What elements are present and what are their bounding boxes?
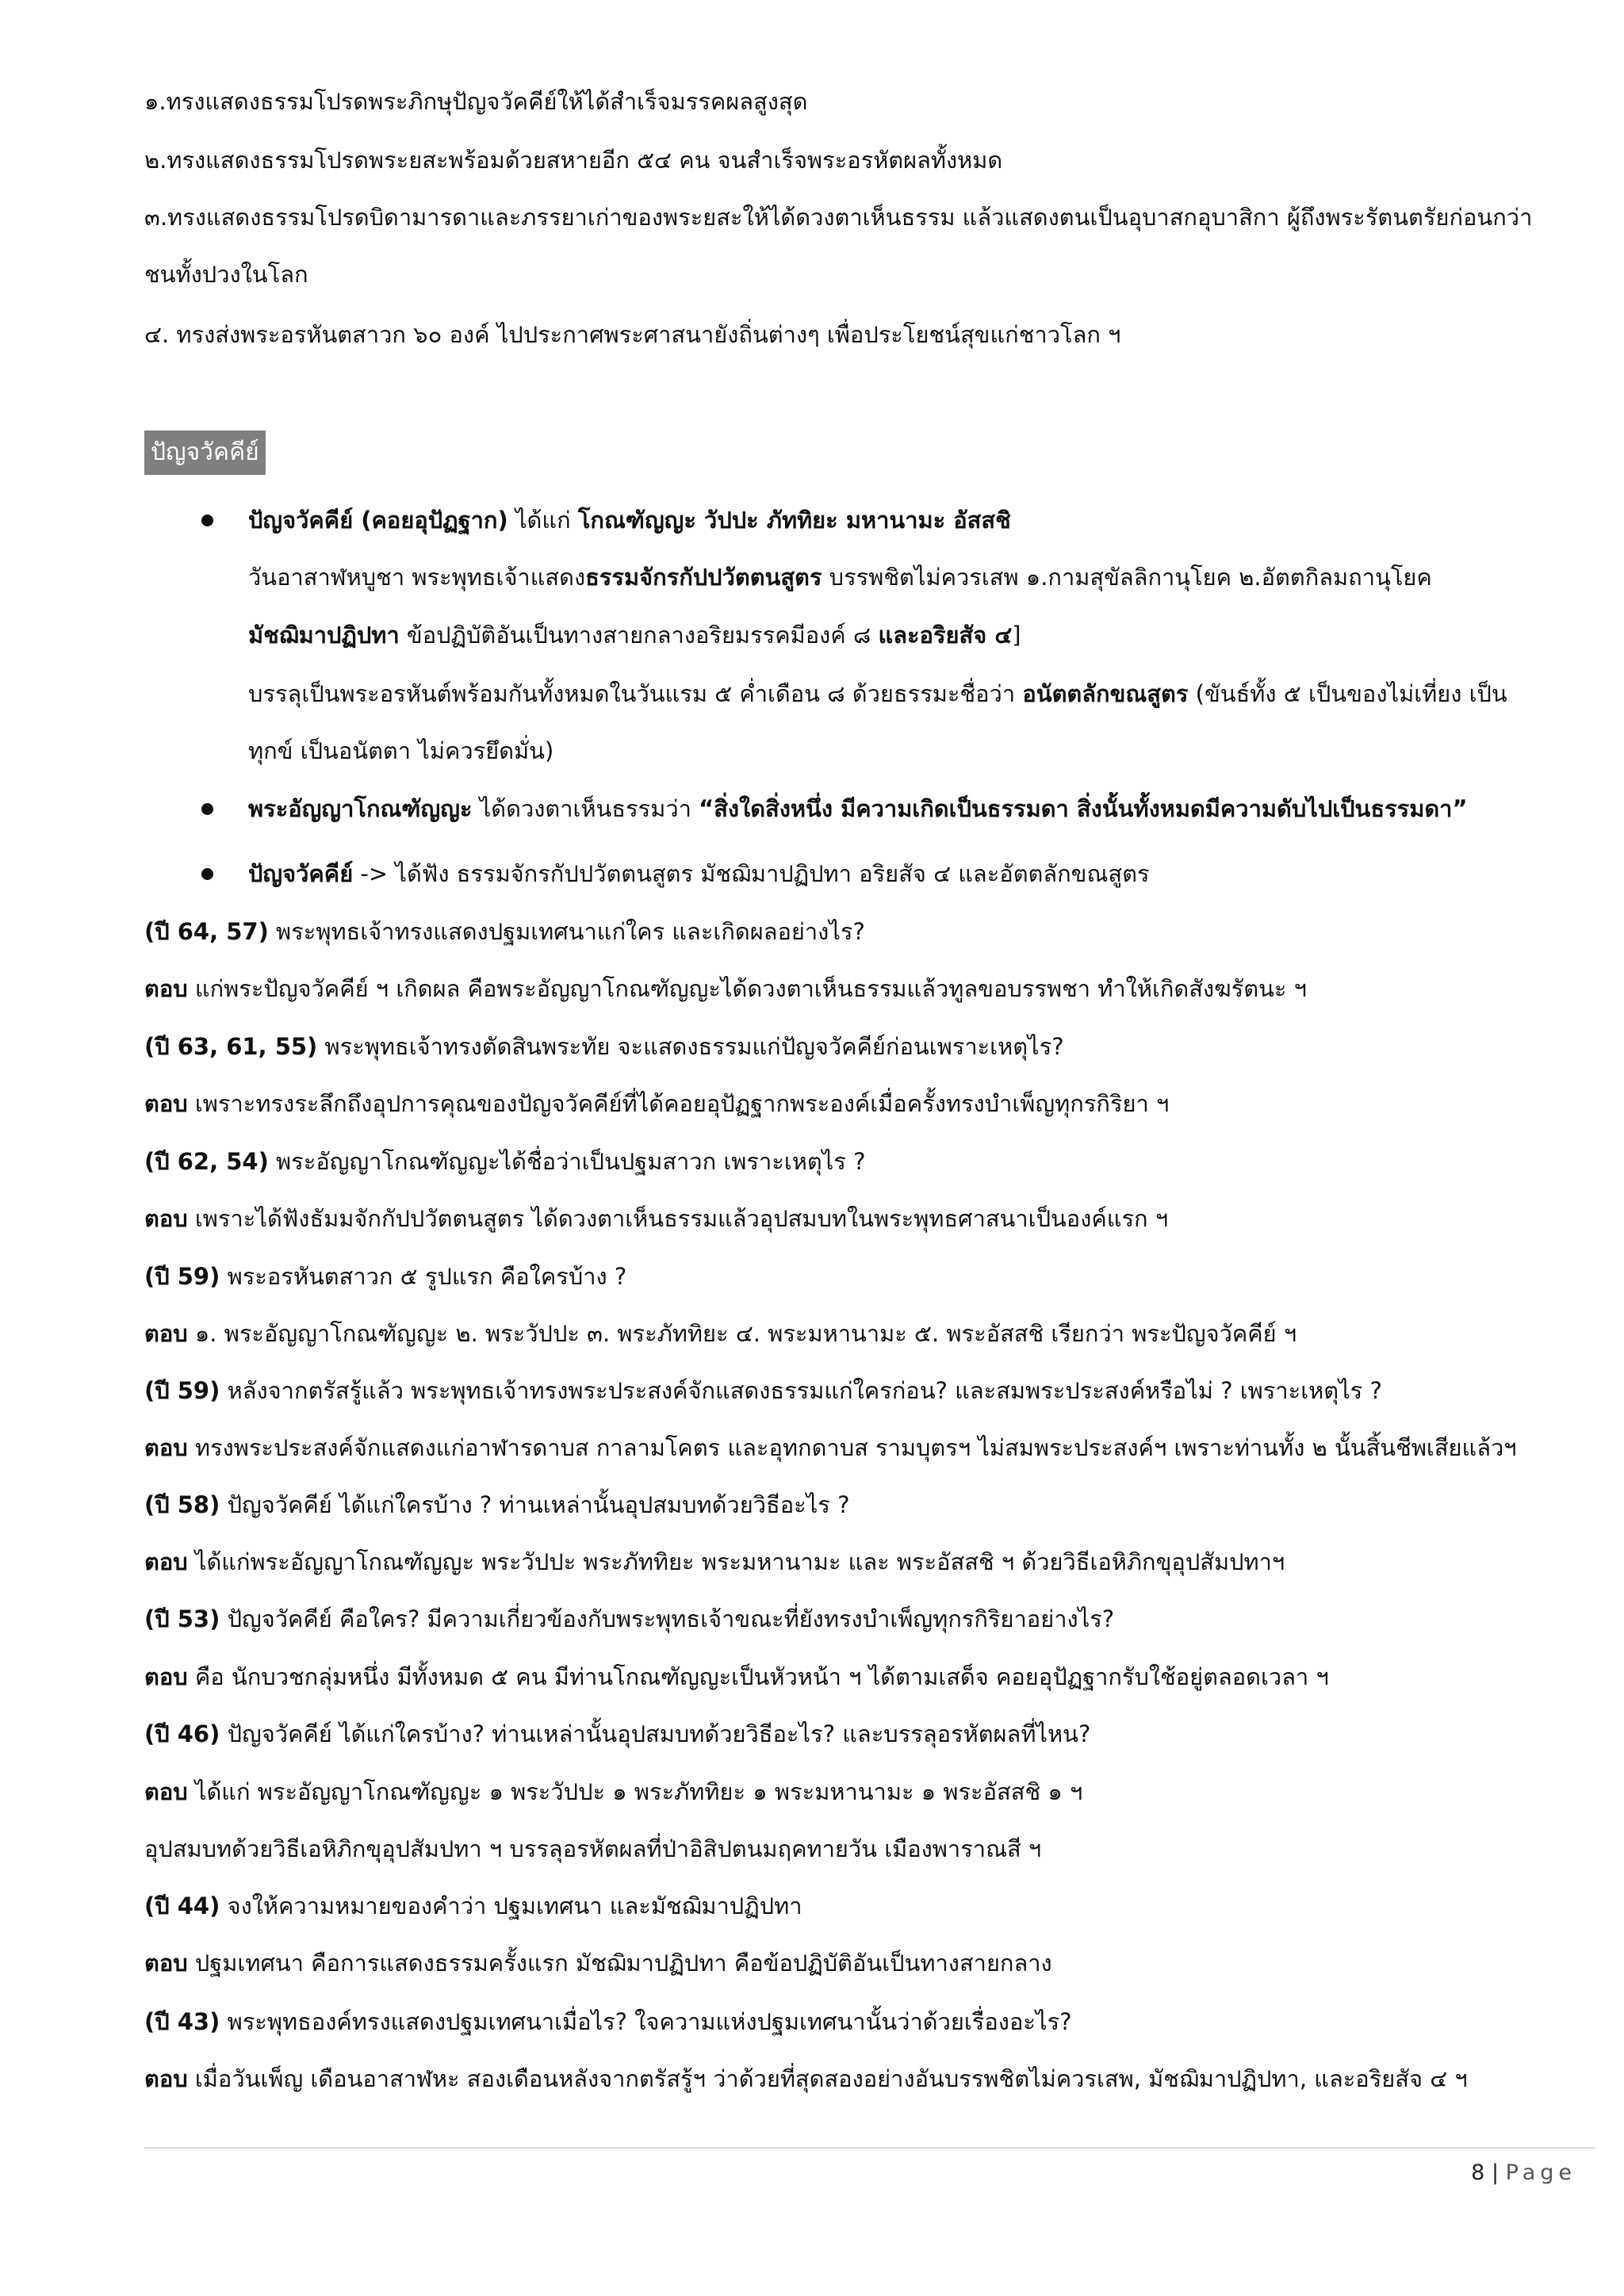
qa-tag: (ปี 63, 61, 55) [144,1033,318,1060]
qa-line [144,973,1307,1004]
qa-text: พระอรหันตสาวก ๕ รูปแรก คือใครบ้าง ? [220,1263,627,1290]
qa-text: ปัญจวัคคีย์ ได้แก่ใครบ้าง ? ท่านเหล่านั้นอุปสมบทด้วยวิธีอะไร ? [220,1491,850,1518]
bullet-2-line [248,793,1468,825]
qa-text: ปัญจวัคคีย์ คือใคร? มีความเกี่ยวข้องกับพระพุทธเจ้าขณะที่ยังทรงบำเพ็ญทุกรกิริยาอย่างไร? [220,1605,1115,1632]
qa-line [144,1489,849,1521]
bullet-1-l3c: และอริยสัจ ๔ [878,622,1013,649]
qa-tag: (ปี 53) [144,1605,220,1632]
qa-tag: ตอบ [144,1548,188,1575]
intro-line-3: ๓.ทรงแสดงธรรมโปรดบิดามารดาและภรรยาเก่าของพระยสะให้ได้ดวงตาเห็นธรรม แล้วแสดงตนเป็นอุบาสกอุบาสิกา ผู้ถึงพระรัตนตรัยก่อนกว่า [144,204,1533,231]
intro-line-1: ๑.ทรงแสดงธรรมโปรดพระภิกษุปัญจวัคคีย์ให้ได้สำเร็จมรรคผลสูงสุด [144,88,808,115]
qa-tag: ตอบ [144,1090,188,1117]
page-footer [1471,2160,1576,2185]
qa-tag: (ปี 46) [144,1720,220,1747]
qa-tag: ตอบ [144,1434,188,1461]
qa-line [144,1146,865,1177]
qa-tag: (ปี 62, 54) [144,1148,269,1175]
intro-line-2: ๒.ทรงแสดงธรรมโปรดพระยสะพร้อมด้วยสหายอีก ๕๔ คน จนสำเร็จพระอรหัตผลทั้งหมด [144,147,1003,174]
qa-tag: (ปี 44) [144,1892,220,1919]
qa-text: พระพุทธเจ้าทรงตัดสินพระทัย จะแสดงธรรมแก่ปัญจวัคคีย์ก่อนเพราะเหตุไร? [317,1033,1064,1060]
qa-tag: (ปี 59) [144,1263,220,1290]
qa-line [144,1088,1169,1119]
qa-line [144,1718,1090,1750]
bullet-3-term: ปัญจวัคคีย์ [248,860,354,887]
bullet-1-l2b: ธรรมจักรกัปปวัตตนสูตร [585,564,822,591]
bullet-1-l2a: วันอาสาฬหบูชา พระพุทธเจ้าแสดง [248,564,586,591]
bullet-1-l4a: บรรลุเป็นพระอรหันต์พร้อมกันทั้งหมดในวันแรม ๕ ค่ำเดือน ๘ ด้วยธรรมะชื่อว่า [248,680,1023,707]
qa-line [144,1203,1168,1234]
bullet-1-l3b: ข้อปฏิบัติอันเป็นทางสายกลางอริยมรรคมีองค์ ๘ [399,622,879,649]
qa-text: ทรงพระประสงค์จักแสดงแก่อาฬารดาบส กาลามโคตร และอุทกดาบส รามบุตรฯ ไม่สมพระประสงค์ฯ เพราะท่านทั้ง ๒ นั้นสิ้นชีพเสียแล้วฯ [187,1434,1517,1461]
bullet-1-line-4 [248,678,1507,710]
qa-tag: (ปี 59) [144,1377,220,1404]
qa-text: แก่พระปัญจวัคคีย์ ฯ เกิดผล คือพระอัญญาโกณฑัญญะได้ดวงตาเห็นธรรมแล้วทูลขอบรรพชา ทำให้เกิดสังฆรัตนะ ฯ [187,975,1307,1002]
bullet-3-line [248,858,1150,890]
bullet-dot-2 [201,803,213,815]
qa-text: เพราะได้ฟังธัมมจักกัปปวัตตนสูตร ได้ดวงตาเห็นธรรมแล้วอุปสมบทในพระพุทธศาสนาเป็นองค์แรก ฯ [187,1205,1169,1232]
bullet-1-line-1 [248,504,1011,536]
intro-line-4: ๔. ทรงส่งพระอรหันตสาวก ๖๐ องค์ ไปประกาศพระศาสนายังถิ่นต่างๆ เพื่อประโยชน์สุขแก่ชาวโลก ฯ [144,321,1121,348]
qa-tag: ตอบ [144,1320,188,1347]
qa-line [144,1375,1382,1406]
bullet-1-line-3 [248,619,1021,651]
qa-tag: ตอบ [144,1778,188,1805]
bullet-1-mid: ได้แก่ [508,507,578,534]
qa-line [144,1890,802,1922]
qa-line [144,1776,1082,1808]
qa-line [144,2006,1072,2038]
qa-text: ปฐมเทศนา คือการแสดงธรรมครั้งแรก มัชฌิมาปฏิปทา คือข้อปฏิบัติอันเป็นทางสายกลาง [187,1950,1052,1976]
bullet-1-l3a: มัชฌิมาปฏิปทา [248,622,400,649]
footer-rule [144,2147,1595,2149]
qa-text: ๑. พระอัญญาโกณฑัญญะ ๒. พระวัปปะ ๓. พระภัททิยะ ๔. พระมหานามะ ๕. พระอัสสชิ เรียกว่า พระปัญจวัคคีย์ ฯ [187,1320,1297,1347]
bullet-1-names: โกณฑัญญะ วัปปะ ภัททิยะ มหานามะ อัสสชิ [577,507,1011,534]
bullet-1-line-2 [248,561,1432,593]
qa-text: ปัญจวัคคีย์ ได้แก่ใครบ้าง? ท่านเหล่านั้นอุปสมบทด้วยวิธีอะไร? และบรรลุอรหัตผลที่ไหน? [220,1720,1091,1747]
bullet-dot-1 [201,515,213,526]
qa-line [144,1432,1517,1464]
qa-tag: ตอบ [144,1663,188,1690]
page-number: 8 [1471,2160,1485,2185]
bullet-dot-3 [201,868,213,880]
bullet-1-term: ปัญจวัคคีย์ (คอยอุปัฏฐาก) [248,507,508,534]
qa-line [144,1546,1285,1578]
qa-tag: ตอบ [144,1205,188,1232]
qa-tag: (ปี 64, 57) [144,918,269,945]
qa-text: พระพุทธองค์ทรงแสดงปฐมเทศนาเมื่อไร? ใจความแห่งปฐมเทศนานั้นว่าด้วยเรื่องอะไร? [220,2008,1072,2035]
bullet-1-l4c: (ขันธ์ทั้ง ๕ เป็นของไม่เที่ยง เป็น [1188,680,1507,707]
intro-line-3-cont: ชนทั้งปวงในโลก [144,261,308,288]
qa-line [144,1031,1064,1062]
qa-line [144,2063,1468,2095]
bullet-1-line-5: ทุกข์ เป็นอนัตตา ไม่ควรยึดมั่น) [248,737,554,764]
qa-text: จงให้ความหมายของคำว่า ปฐมเทศนา และมัชฌิมาปฏิปทา [220,1892,802,1919]
qa-text: หลังจากตรัสรู้แล้ว พระพุทธเจ้าทรงพระประสงค์จักแสดงธรรมแก่ใครก่อน? และสมพระประสงค์หรือไม่ ? เพราะเหตุไร ? [220,1377,1382,1404]
qa-tag: ตอบ [144,975,188,1002]
qa-text: ได้แก่พระอัญญาโกณฑัญญะ พระวัปปะ พระภัททิยะ พระมหานามะ และ พระอัสสชิ ฯ ด้วยวิธีเอหิภิกขุอุปสัมปทาฯ [187,1548,1285,1575]
qa-tag: (ปี 58) [144,1491,220,1518]
qa-text: พระพุทธเจ้าทรงแสดงปฐมเทศนาแก่ใคร และเกิดผลอย่างไร? [268,918,865,945]
section-tag: ปัญจวัคคีย์ [144,430,266,475]
bullet-1-l2c: บรรพชิตไม่ควรเสพ ๑.กามสุขัลลิกานุโยค ๒.อัตตกิลมถานุโยค [822,564,1432,591]
qa-line [144,1318,1297,1349]
bullet-2-term: พระอัญญาโกณฑัญญะ [248,795,473,822]
qa-text: เพราะทรงระลึกถึงอุปการคุณของปัญจวัคคีย์ที่ได้คอยอุปัฏฐากพระองค์เมื่อครั้งทรงบำเพ็ญทุกรกิริยา ฯ [187,1090,1170,1117]
qa-text: คือ นักบวชกลุ่มหนึ่ง มีทั้งหมด ๕ คน มีท่านโกณฑัญญะเป็นหัวหน้า ฯ ได้ตามเสด็จ คอยอุปัฏฐากรับใช้อยู่ตลอดเวลา ฯ [187,1663,1329,1690]
qa-line [144,1833,1041,1865]
bullet-2-mid: ได้ดวงตาเห็นธรรมว่า [472,795,699,822]
page-label: Page [1505,2160,1576,2185]
bullet-1-l4b: อนัตตลักขณสูตร [1022,680,1189,707]
qa-text: พระอัญญาโกณฑัญญะได้ชื่อว่าเป็นปฐมสาวก เพราะเหตุไร ? [268,1148,866,1175]
bullet-1-l3d: ] [1012,622,1021,649]
qa-line [144,1947,1052,1979]
qa-line [144,916,865,947]
qa-line [144,1603,1114,1635]
bullet-2-quote: “สิ่งใดสิ่งหนึ่ง มีความเกิดเป็นธรรมดา สิ่งนั้นทั้งหมดมีความดับไปเป็นธรรมดา” [699,795,1468,822]
qa-text: อุปสมบทด้วยวิธีเอหิภิกขุอุปสัมปทา ฯ บรรลุอรหัตผลที่ป่าอิสิปตนมฤคทายวัน เมืองพาราณสี ฯ [144,1835,1042,1862]
bullet-3-rest: -> ได้ฟัง ธรรมจักรกัปปวัตตนสูตร มัชฌิมาปฏิปทา อริยสัจ ๔ และอัตตลักขณสูตร [353,860,1150,887]
qa-tag: (ปี 43) [144,2008,220,2035]
qa-tag: ตอบ [144,1950,188,1976]
qa-tag: ตอบ [144,2065,188,2092]
qa-line [144,1261,626,1292]
qa-line [144,1661,1329,1693]
footer-separator: | [1484,2160,1506,2185]
qa-text: เมื่อวันเพ็ญ เดือนอาสาฬหะ สองเดือนหลังจากตรัสรู้ฯ ว่าด้วยที่สุดสองอย่างอันบรรพชิตไม่ควรเสพ, มัชฌิมาปฏิปทา, และอริยสัจ ๔ ฯ [187,2065,1468,2092]
qa-text: ได้แก่ พระอัญญาโกณฑัญญะ ๑ พระวัปปะ ๑ พระภัททิยะ ๑ พระมหานามะ ๑ พระอัสสชิ ๑ ฯ [187,1778,1083,1805]
